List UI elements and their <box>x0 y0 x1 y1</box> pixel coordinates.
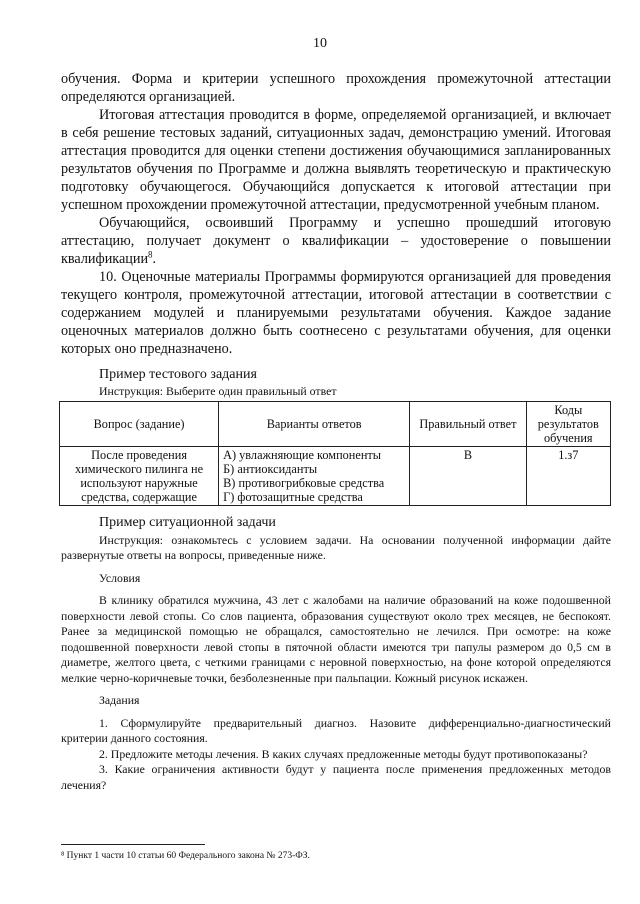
result-code-cell: 1.з7 <box>526 446 610 505</box>
header-cell: Правильный ответ <box>410 401 526 446</box>
header-cell: Коды результатов обучения <box>526 401 610 446</box>
header-cell: Вопрос (задание) <box>60 401 219 446</box>
answer-option: Б) антиоксиданты <box>223 461 318 476</box>
task-item: 3. Какие ограничения активности будут у пациента после применения предложенных методов лечения? <box>61 762 611 792</box>
situational-instruction: Инструкция: ознакомьтесь с условием задачи. На основании полученной информации дайте развернутые ответы на вопросы, приведенные ниже. <box>61 532 611 562</box>
footnote-divider <box>61 844 205 845</box>
situational-section <box>61 533 611 794</box>
table-row <box>60 446 611 505</box>
conditions-text: В клинику обратился мужчина, 43 лет с жалобами на наличие образований на коже подошвенной поверхности левой стопы. Со слов пациента, образования существуют около трех месяцев, не беспокоят. Ранее за медицинской помощью не обращался, самостоятельно не лечился. При осмотре: на коже подошвенной поверхности левой стопы в пяточной области имеются три папулы размером до 0,5 см в диаметре, желтого цвета, с четкими границами с неровной поверхностью, на фоне которой определяются мелкие черно-коричневые точки, безболезненные при пальпации. Кожный рисунок искажен. <box>61 593 611 685</box>
test-table <box>59 401 611 506</box>
options-cell <box>219 446 410 505</box>
page-number: 10 <box>313 36 327 51</box>
test-instruction: Инструкция: Выберите один правильный ответ <box>99 384 337 398</box>
task-item: 2. Предложите методы лечения. В каких случаях предложенные методы будут противопоказаны? <box>99 746 588 761</box>
header-cell: Варианты ответов <box>219 401 410 446</box>
situational-task-title: Пример ситуационной задачи <box>99 514 276 530</box>
footnote: ⁸ Пункт 1 части 10 статьи 60 Федерального закона № 273-ФЗ. <box>61 851 310 861</box>
answer-option: А) увлажняющие компоненты <box>223 447 382 462</box>
paragraph: Обучающийся, освоивший Программу и успешно прошедший итоговую аттестацию, получает документ о квалификации – удостоверение о повышении квалификации$^8$. <box>61 215 611 267</box>
document-body <box>61 70 611 793</box>
answer-option: Г) фотозащитные средства <box>223 489 363 504</box>
paragraph-text: Обучающийся, освоивший Программу и успешно прошедший итоговую аттестацию, получает документ о квалификации – удостоверение о повышении квалификации <box>61 215 611 267</box>
tasks-heading: Задания <box>99 693 140 707</box>
correct-answer-cell: В <box>410 446 526 505</box>
answer-option: В) противогрибковые средства <box>223 475 385 490</box>
paragraph: Итоговая аттестация проводится в форме, определяемой организацией, и включает в себя решение тестовых заданий, ситуационных задач, демонстрацию умений. Итоговая аттестация проводится для оценки степени достижения обучающимися запланированных результатов обучения по Программе и должна выявлять теоретическую и практическую подготовку обучающегося. Обучающийся допускается к итоговой аттестации при успешном прохождении промежуточной аттестации, предусмотренной учебным планом. <box>61 107 611 213</box>
conditions-heading: Условия <box>99 570 141 585</box>
test-example-title: Пример тестового задания <box>99 367 257 382</box>
paragraph: обучения. Форма и критерии успешного прохождения промежуточной аттестации определяются организацией. <box>61 71 611 105</box>
paragraph: 10. Оценочные материалы Программы формируются организацией для проведения текущего контроля, промежуточной аттестации, итоговой аттестации в соответствии с содержанием модулей и планируемыми результатами обучения. Каждое задание оценочных материалов должно быть соотнесено с результатами обучения, для оценки которых оно предназначено. <box>61 269 611 357</box>
table-header-row <box>60 401 611 446</box>
question-cell: После проведения химического пилинга не используют наружные средства, содержащие <box>60 446 219 505</box>
footnote-reference: 8 <box>148 249 153 260</box>
task-item: 1. Сформулируйте предварительный диагноз. Назовите дифференциально-диагностический критерии данного состояния. <box>61 715 611 745</box>
